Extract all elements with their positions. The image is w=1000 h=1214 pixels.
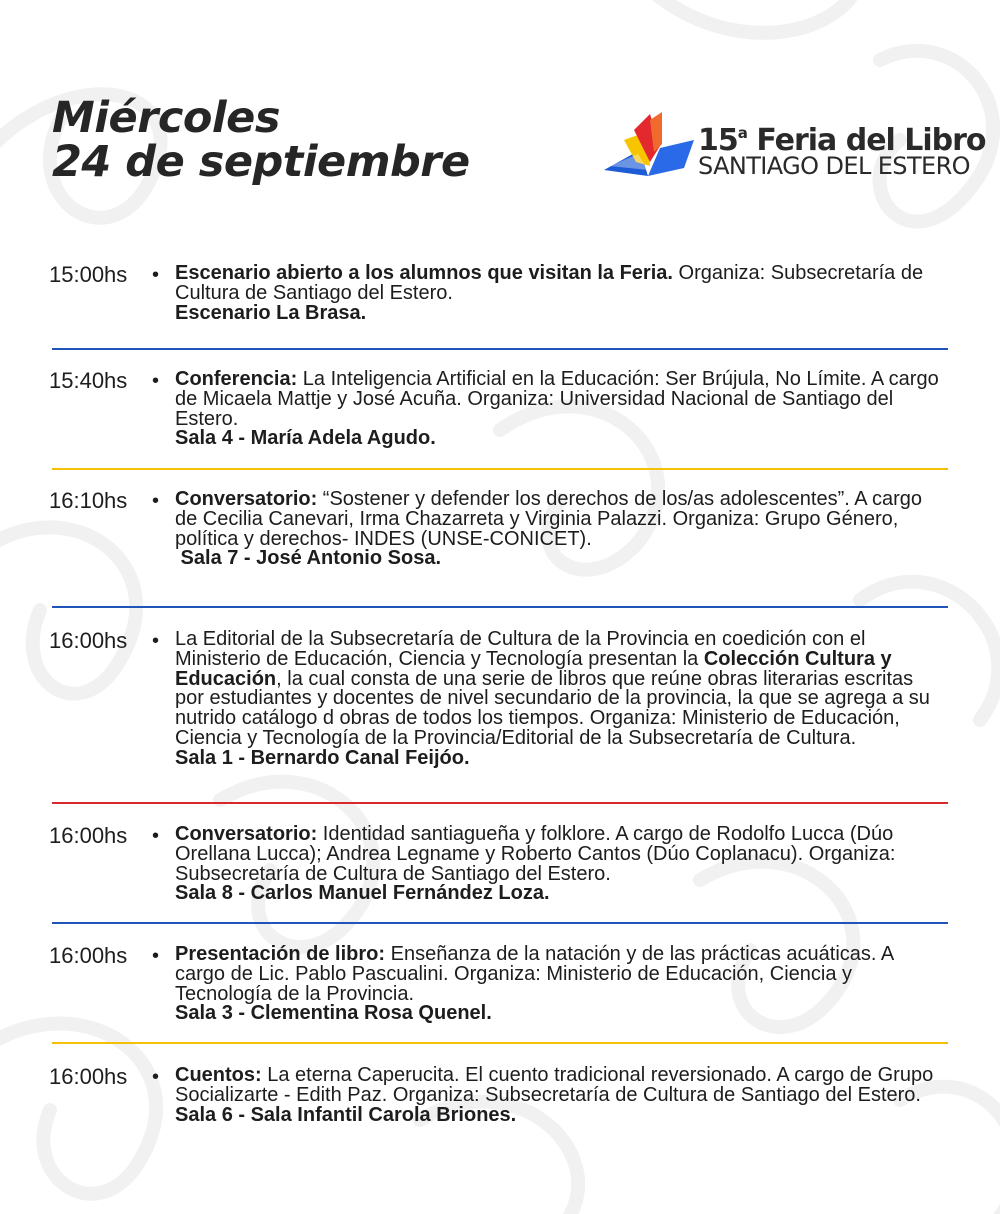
event-separator — [52, 1042, 948, 1044]
bullet-icon: • — [152, 370, 160, 392]
event-time: 16:00hs — [49, 628, 128, 653]
event-text: La eterna Caperucita. El cuento tradicional reversionado. A cargo de Grupo Socializarte - Edith Paz. Organiza: Subsecretaría de Cultura de Santiago del Estero. — [175, 1064, 934, 1106]
event-venue: Sala 4 - María Adela Agudo. — [175, 427, 436, 450]
event-title: Conferencia: — [175, 368, 298, 390]
event-description — [175, 1066, 945, 1125]
event-time: 15:40hs — [49, 368, 128, 393]
event-text: Organiza: Subsecretaría de Cultura de Santiago del Estero. — [175, 262, 924, 304]
event-text: La Inteligencia Artificial en la Educación: Ser Brújula, No Límite. A cargo de Micaela Mattje y José Acuña. Organiza: Universidad Nacional de Santiago del Estero. — [175, 368, 939, 430]
logo-subtitle: SANTIAGO DEL ESTERO — [698, 152, 970, 180]
event-venue: Sala 7 - José Antonio Sosa. — [175, 547, 441, 570]
event-description — [175, 630, 945, 769]
event-description — [175, 490, 945, 569]
bullet-icon: • — [152, 825, 160, 847]
bullet-icon: • — [152, 264, 160, 286]
event-description — [175, 264, 945, 323]
event-venue: Escenario La Brasa. — [175, 301, 367, 324]
event-venue: Sala 8 - Carlos Manuel Fernández Loza. — [175, 882, 550, 905]
event-separator — [52, 468, 948, 470]
event-title: Conversatorio: — [175, 823, 318, 845]
event-time: 16:00hs — [49, 1064, 128, 1089]
event-text: Enseñanza de la natación y de las prácticas acuáticas. A cargo de Lic. Pablo Pascualini. Organiza: Ministerio de Educación, Ciencia y Tecnología de la Provincia. — [175, 943, 894, 1005]
event-text: “Sostener y defender los derechos de los/as adolescentes”. A cargo de Cecilia Canevari, Irma Chazarreta y Virginia Palazzi. Organiza: Grupo Género, política y derechos- INDES (UNSE-CONICET). — [175, 488, 923, 550]
day-line-weekday: Miércoles — [52, 93, 280, 143]
bullet-icon: • — [152, 945, 160, 967]
event-text: , la cual consta de una serie de libros que reúne obras literarias escritas por estudiantes y docentes de nivel secundario de la provincia, la que se agrega a su nutrido catálogo d obras de todos los tiempos. Organiza: Ministerio de Educación, Ciencia y Tecnología de la Provincia/Editorial de la Subsecretaría de Cultura. — [175, 667, 930, 749]
logo-edition-number: 15 — [698, 123, 738, 158]
event-title: Conversatorio: — [175, 488, 318, 510]
logo-edition-suffix: a — [737, 124, 747, 142]
event-venue: Sala 6 - Sala Infantil Carola Briones. — [175, 1103, 517, 1126]
event-time: 16:00hs — [49, 823, 128, 848]
bullet-icon: • — [152, 1066, 160, 1088]
event-time: 16:00hs — [49, 943, 128, 968]
event-separator — [52, 348, 948, 350]
bullet-icon: • — [152, 490, 160, 512]
event-text-before: La Editorial de la Subsecretaría de Cultura de la Provincia en coedición con el Ministerio de Educación, Ciencia y Tecnología presentan la — [175, 628, 866, 670]
event-description — [175, 945, 945, 1024]
page-title — [52, 93, 470, 187]
event-title: Cuentos: — [175, 1064, 262, 1086]
open-book-flower-icon — [600, 110, 696, 180]
event-title: Presentación de libro: — [175, 943, 386, 965]
event-separator — [52, 802, 948, 804]
event-title: Colección Cultura y Educación — [175, 647, 892, 690]
fair-logo — [600, 110, 986, 182]
bullet-icon: • — [152, 630, 160, 652]
logo-title-text: Feria del Libro — [756, 123, 986, 158]
event-time: 16:10hs — [49, 488, 128, 513]
event-title: Escenario abierto a los alumnos que visitan la Feria. — [175, 262, 673, 284]
event-text: Identidad santiagueña y folklore. A cargo de Rodolfo Lucca (Dúo Orellana Lucca); Andrea Legname y Roberto Cantos (Dúo Coplanacu). Organiza: Subsecretaría de Cultura de Santiago del Estero. — [175, 823, 896, 885]
event-description — [175, 370, 945, 449]
event-separator — [52, 922, 948, 924]
event-venue: Sala 1 - Bernardo Canal Feijóo. — [175, 746, 470, 769]
day-line-date: 24 de septiembre — [52, 137, 470, 187]
event-separator — [52, 606, 948, 608]
event-venue: Sala 3 - Clementina Rosa Quenel. — [175, 1002, 492, 1025]
event-time: 15:00hs — [49, 262, 128, 287]
event-description — [175, 825, 945, 904]
